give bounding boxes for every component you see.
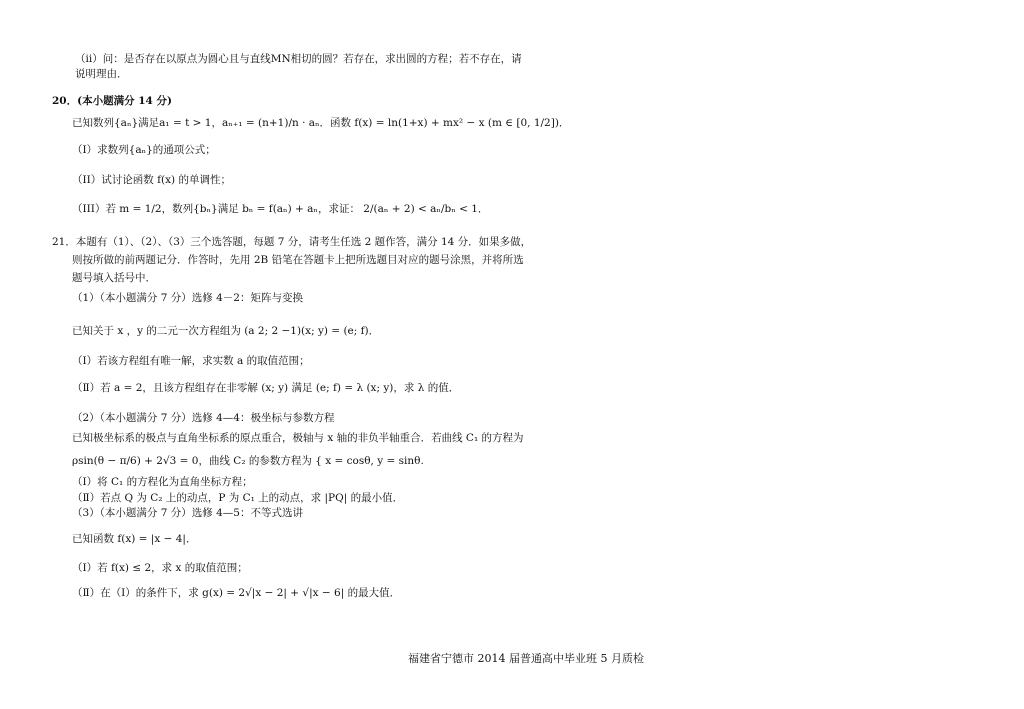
q20-heading: 20．(本小题满分 14 分) [52,95,172,107]
q21-2-stem-1: 已知极坐标系的极点与直角坐标系的原点重合，极轴与 x 轴的非负半轴重合．若曲线 C₁ 的方程为 [72,432,524,444]
q21-1-part-ii: （Ⅱ）若 a = 2，且该方程组存在非零解 (x; y) 满足 (e; f) = λ (x; y)，求 λ 的值． [72,382,460,394]
q21-2-part-ii: （Ⅱ）若点 Q 为 C₂ 上的动点，P 为 C₁ 上的动点，求 |PQ| 的最小值． [72,492,404,504]
q21-intro-1: 21．本题有（1）、（2）、（3）三个选答题，每题 7 分，请考生任选 2 题作答，满分 14 分．如果多做， [52,236,532,248]
q21-2-stem-2: ρsin(θ − π/6) + 2√3 = 0，曲线 C₂ 的参数方程为 { x = cosθ, y = sinθ. [72,455,424,467]
q21-3-part-i: （Ⅰ）若 f(x) ≤ 2，求 x 的取值范围； [72,562,248,574]
q21-2-heading: （2）（本小题满分 7 分）选修 4—4：极坐标与参数方程 [72,412,335,424]
q21-3-stem: 已知函数 f(x) = |x − 4|． [72,533,197,545]
q21-2-part-i: （Ⅰ）将 C₁ 的方程化为直角坐标方程； [72,476,253,488]
q19-part-ii-cont: 说明理由． [75,68,128,80]
q20-part-iii: （III）若 m = 1/2，数列{bₙ}满足 bₙ = f(aₙ) + aₙ，求证： 2/(aₙ + 2) < aₙ/bₙ < 1． [72,203,489,215]
q21-1-heading: （1）（本小题满分 7 分）选修 4－2：矩阵与变换 [72,292,303,304]
q21-1-stem: 已知关于 x ，y 的二元一次方程组为 (a 2; 2 −1)(x; y) = (e; f)． [72,325,380,337]
q20-part-ii: （II）试讨论函数 f(x) 的单调性； [72,174,231,186]
q20-part-i: （I）求数列{aₙ}的通项公式； [72,144,216,156]
q21-3-heading: （3）（本小题满分 7 分）选修 4—5：不等式选讲 [72,507,303,519]
q21-1-part-i: （Ⅰ）若该方程组有唯一解，求实数 a 的取值范围； [72,355,310,367]
q21-intro-2: 则按所做的前两题记分．作答时，先用 2B 铅笔在答题卡上把所选题目对应的题号涂黑，并将所选 [72,254,524,266]
page-footer: 福建省宁德市 2014 届普通高中毕业班 5 月质检 [408,652,644,665]
q21-intro-3: 题号填入括号中． [72,272,156,284]
q21-3-part-ii: （Ⅱ）在（Ⅰ）的条件下，求 g(x) = 2√|x − 2| + √|x − 6| 的最大值． [72,587,401,599]
q19-part-ii: （ii）问：是否存在以原点为圆心且与直线MN相切的圆？若存在，求出圆的方程；若不存在，请 [75,53,522,65]
q20-stem: 已知数列{aₙ}满足a₁ = t > 1，aₙ₊₁ = (n+1)/n · aₙ．函数 f(x) = ln(1+x) + mx² − x (m ∈ [0, 1/2])． [72,117,570,129]
